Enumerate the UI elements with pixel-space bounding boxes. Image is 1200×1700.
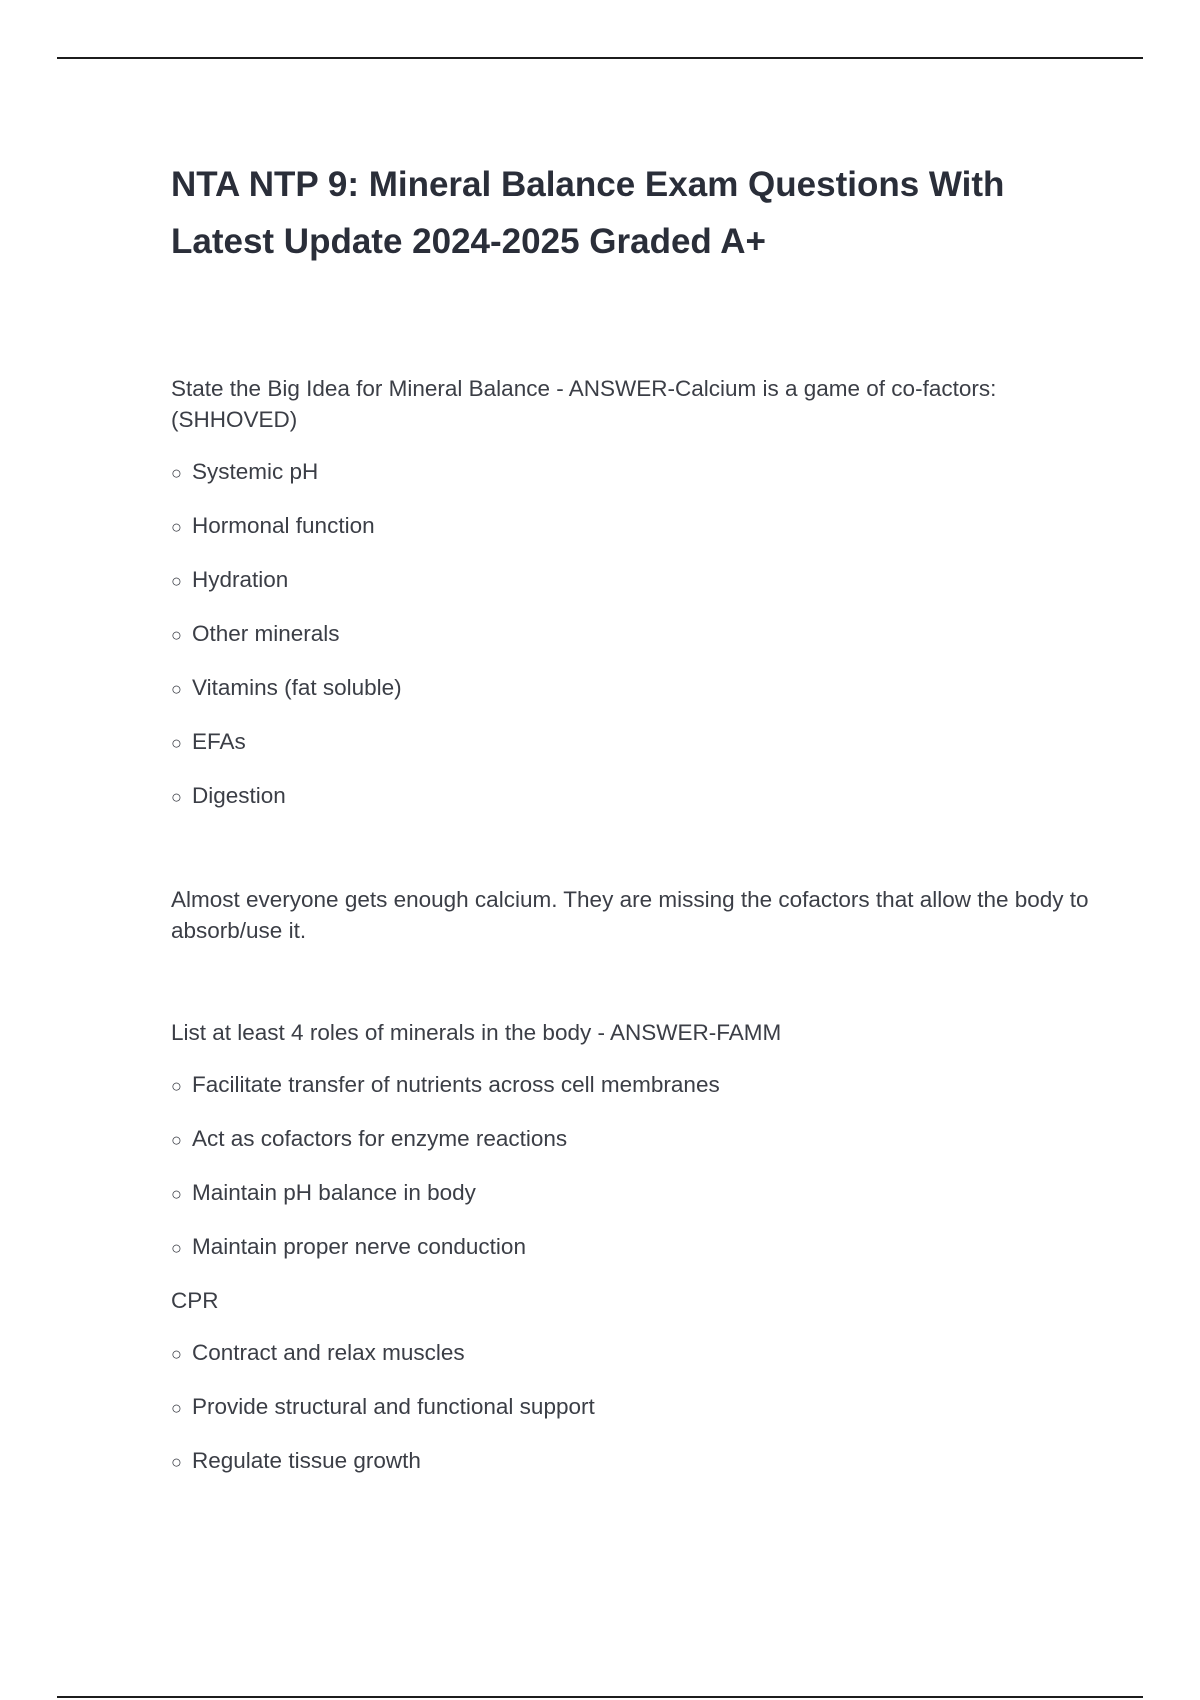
bullet-icon: ○ [171, 1398, 182, 1418]
question-1-prompt: State the Big Idea for Mineral Balance - ANSWER-Calcium is a game of co-factors: (SHHOVED) [171, 376, 997, 432]
list-item: ○ Other minerals [171, 618, 1091, 651]
bullet-icon: ○ [171, 1344, 182, 1364]
bullet-icon: ○ [171, 571, 182, 591]
footer-rule [57, 1696, 1143, 1698]
bullet-icon: ○ [171, 625, 182, 645]
title-line-1: NTA NTP 9: Mineral Balance Exam Questions With [171, 165, 1005, 204]
bullet-icon: ○ [171, 1076, 182, 1096]
list-item: ○ Maintain pH balance in body [171, 1177, 1091, 1210]
list-item: ○ Hormonal function [171, 510, 1091, 543]
bullet-icon: ○ [171, 1184, 182, 1204]
bullet-icon: ○ [171, 517, 182, 537]
list-item: ○ Vitamins (fat soluble) [171, 672, 1091, 705]
list-item: ○ Act as cofactors for enzyme reactions [171, 1123, 1091, 1156]
list-item: ○ Systemic pH [171, 456, 1091, 489]
bullet-icon: ○ [171, 679, 182, 699]
header-rule [57, 57, 1143, 59]
list-item: ○ Hydration [171, 564, 1091, 597]
bullet-icon: ○ [171, 787, 182, 807]
bullet-icon: ○ [171, 1238, 182, 1258]
list-item: ○ Contract and relax muscles [171, 1337, 1091, 1370]
list-item: ○ Digestion [171, 780, 1091, 813]
title-line-2: Latest Update 2024-2025 Graded A+ [171, 222, 766, 261]
list-item: ○ Regulate tissue growth [171, 1445, 1091, 1478]
list-item: ○ Maintain proper nerve conduction [171, 1231, 1091, 1264]
document-title [171, 156, 1091, 270]
list-item: ○ Facilitate transfer of nutrients across cell membranes [171, 1069, 1091, 1102]
list-item: ○ EFAs [171, 726, 1091, 759]
bullet-icon: ○ [171, 463, 182, 483]
question-2-prompt: List at least 4 roles of minerals in the body - ANSWER-FAMM [171, 1020, 782, 1045]
document-body [171, 373, 1091, 1478]
bullet-icon: ○ [171, 1452, 182, 1472]
question-1-note: Almost everyone gets enough calcium. They are missing the cofactors that allow the body to absorb/use it. [171, 887, 1089, 943]
bullet-icon: ○ [171, 733, 182, 753]
cpr-subheading: CPR [171, 1288, 219, 1313]
list-item: ○ Provide structural and functional support [171, 1391, 1091, 1424]
bullet-icon: ○ [171, 1130, 182, 1150]
